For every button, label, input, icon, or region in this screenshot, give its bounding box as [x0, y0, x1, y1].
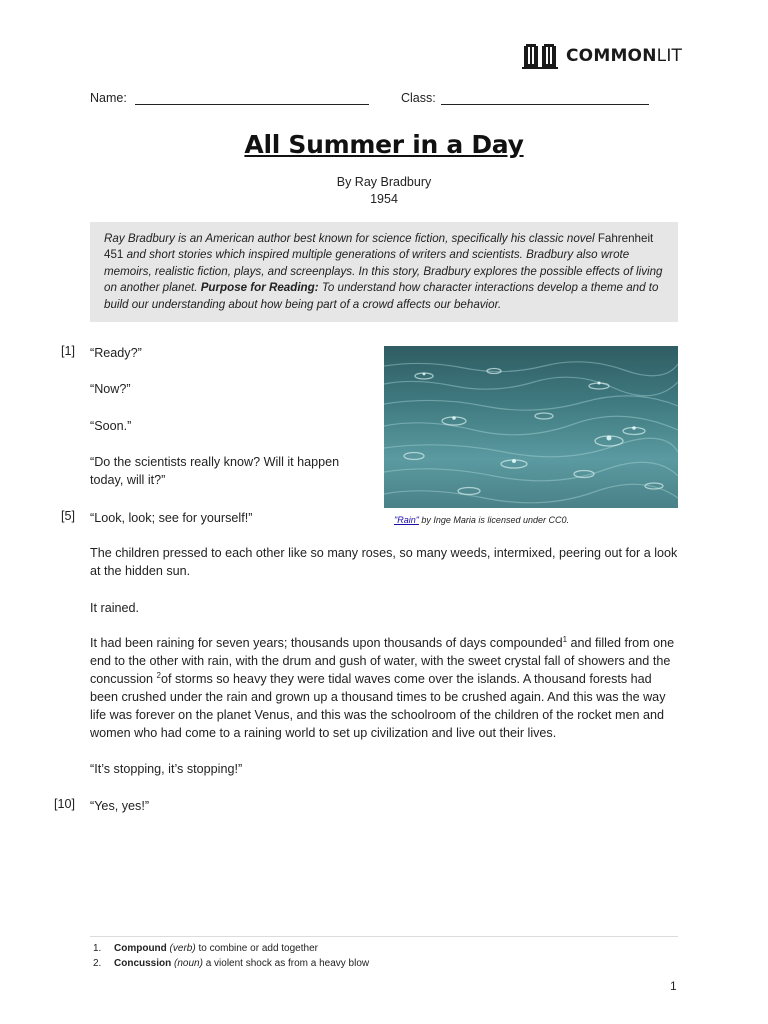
paragraph: “Do the scientists really know? Will it happen today, will it?” — [90, 455, 340, 487]
intro-box — [90, 222, 678, 322]
paragraph: The children pressed to each other like so many roses, so many weeds, intermixed, peering out for a look at the hidden sun. — [90, 546, 678, 578]
name-label: Name: — [90, 91, 127, 105]
paragraph: “Ready?” — [90, 346, 142, 360]
paragraph: “Look, look; see for yourself!” — [90, 511, 253, 525]
book-icon — [522, 42, 558, 70]
paragraph-number: [5] — [61, 509, 76, 523]
page-title: All Summer in a Day — [244, 130, 524, 159]
footnote-ref: 2 — [156, 671, 161, 680]
class-label: Class: — [401, 91, 436, 105]
logo-text: COMMONLIT — [566, 46, 683, 66]
image-source-link[interactable]: "Rain" — [394, 515, 419, 525]
purpose-label: Purpose for Reading: — [200, 281, 319, 295]
paragraph: “Soon.” — [90, 419, 132, 433]
footnote: 1. Compound (verb) to combine or add together — [93, 943, 318, 954]
author: By Ray Bradbury — [336, 175, 432, 189]
novel-title: Fahrenheit 451 — [104, 232, 654, 262]
caption-text: by Inge Maria is licensed under CC0. — [418, 515, 569, 525]
byline — [0, 174, 768, 208]
paragraph: It rained. — [90, 601, 140, 615]
class-field[interactable] — [441, 104, 649, 105]
footnote-ref: 1 — [562, 635, 568, 644]
paragraph-number: [1] — [61, 344, 76, 358]
commonlit-logo — [522, 42, 682, 70]
name-field[interactable] — [135, 104, 369, 105]
year: 1954 — [370, 192, 398, 206]
intro-text: Ray Bradbury is an American author best known for science fiction, specifically his classic novel — [104, 232, 598, 245]
footnote-divider — [90, 936, 678, 937]
paragraph: “Now?” — [90, 382, 131, 396]
purpose-text: To understand how character interactions develop a theme and to build our understanding about how being part of a crowd affects our behavior. — [104, 281, 659, 311]
paragraph: It had been raining for seven years; thousands upon thousands of days compounded$^1$ and filled from one end to the other with rain, with the drum and gush of water, with the sweet crystal fall of showers and the concussion $^2$of storms so heavy they were tidal waves come over the islands. A thousand forests had been crushed under the rain and grown up a thousand times to be crushed again. And this was the way life was forever on the planet Venus, and this was the schoolroom of the children of the rocket men and women who had come to a raining world to set up civilization and live out their lives. — [90, 635, 675, 740]
paragraph-number: [10] — [54, 797, 76, 811]
paragraph: “Yes, yes!” — [90, 799, 150, 813]
page-number: 1 — [670, 979, 677, 993]
paragraph: “It’s stopping, it’s stopping!” — [90, 762, 243, 776]
footnote: 2. Concussion (noun) a violent shock as from a heavy blow — [93, 958, 370, 969]
intro-text-2: and short stories which inspired multiple generations of writers and scientists. Bradbury also wrote memoirs, realistic fiction, plays, and screenplays. In this story, Bradbury explores the possible effects of living on another planet. — [104, 248, 663, 295]
